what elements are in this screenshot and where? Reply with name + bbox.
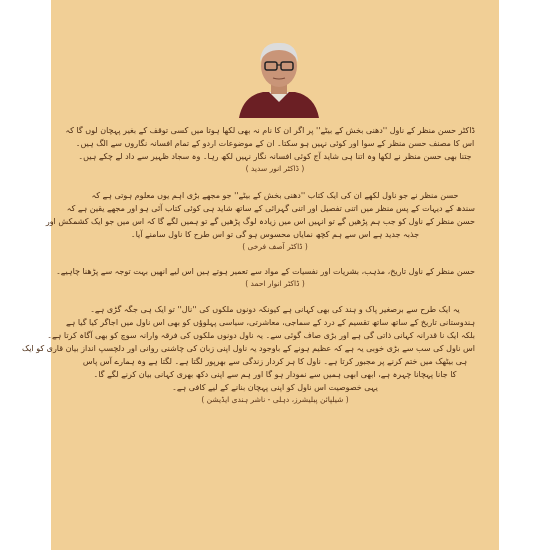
quote-line: حسن منظر کے ناول تاریخ، مذہب، بشریات اور نفسیات کے مواد سے تعمیر ہوتے ہیں اس لیے انھیں بہت توجہ سے پڑھنا چاہیے۔ (56, 267, 475, 276)
quote-line: سندھ کے دیہات کے پس منظر میں اتنی تفصیل اور اتنی گہرائی کے ساتھ شاید ہی کوئی کتاب آئی ہو اور مجھے یقین ہے کہ (66, 204, 475, 213)
quote-line: اس کا مصنف حسن منظر کے سوا اور کوئی نہیں ہو سکتا۔ ان کے موضوعات اردو کے تمام افسانہ نگاروں سے الگ ہیں۔ (75, 139, 475, 148)
quote-block-1 (65, 124, 475, 175)
quote-line: یہی خصوصیت اس ناول کو اپنی پہچان بنانے کے لیے کافی ہے۔ (172, 383, 378, 392)
review-quotes (22, 124, 475, 406)
quote-block-3 (56, 265, 475, 290)
quote-line: حسن منظر کے ناول کو جب ہم پڑھیں گے تو انہیں اس میں زیادہ لوگ پڑھیں گے تو ہمیں لگے گا کہ اس میں جو ایک کشمکش اور (45, 217, 475, 226)
quote-line: ہندوستانی تاریخ کے ساتھ ساتھ تقسیم کے درد کے سماجی، معاشرتی، سیاسی پہلوؤں کو بھی اس ناول میں اجاگر کیا گیا ہے (65, 318, 475, 327)
quote-author: ( ڈاکٹر آصف فرخی ) (242, 242, 308, 251)
author-portrait (231, 36, 327, 118)
quote-line: ڈاکٹر حسن منظر کے ناول ''دھنی بخش کے بیٹے'' پر اگر ان کا نام نہ بھی لکھا ہوتا میں کسی توقف کے بغیر پہچان لوں گا کہ (65, 126, 475, 135)
quote-line: حسن منظر نے جو ناول لکھے ان کی ایک کتاب ''دھنی بخش کے بیٹے'' جو مجھے بڑی اہم یوں معلوم ہوتی ہے کہ (91, 191, 459, 200)
quote-line: جذبہ جدید ہے اس سے ہم کچھ نمایاں محسوس ہو گی تو اس طرح کا ناول سامنے آیا۔ (130, 230, 420, 239)
quote-line: یہ ایک طرح سے برصغیر پاک و ہند کی بھی کہانی ہے کیونکہ دونوں ملکوں کی ''نال'' تو ایک ہی جگہ گڑی ہے۔ (90, 305, 460, 314)
quote-line: جتنا بھی حسن منظر نے لکھا وہ اتنا ہی شاید آج کوئی افسانہ نگار نہیں لکھ رہا۔ وہ سجاد ظہیر سے داد لے چکے ہیں۔ (78, 152, 472, 161)
book-back-cover (22, 0, 499, 550)
quote-author: ( ڈاکٹر انوار احمد ) (245, 279, 305, 288)
quote-line: بلکہ ایک نا قدرانہ کہانی ذاتی گی ہے اور بڑی صاف گوئی سے۔ یہ ناول دونوں ملکوں کی فرقہ وارانہ سوچ کو بھی آگاہ کرتا ہے۔ (47, 331, 475, 340)
quote-author: ( ڈاکٹر انور سدید ) (245, 164, 305, 173)
quote-block-2 (45, 189, 475, 253)
author-photo-image (231, 36, 327, 118)
quote-line: ہی بیٹھک میں ختم کرنے پر مجبور کرتا ہے۔ ناول کا ہر کردار زندگی سے بھرپور لگتا ہے۔ لگتا ہے وہ ہمارے آس پاس (82, 357, 468, 366)
quote-block-4 (22, 303, 475, 406)
quote-line: کا جانا پہچانا چہرہ ہے، ابھی ابھی ہمیں سے نمودار ہو گا اور ہم سے اپنی دکھ بھری کہانی بیان کرنے لگے گا۔ (93, 370, 457, 379)
quote-line: اس ناول کی سب سے بڑی خوبی یہ ہے کہ عظیم ہونے کے باوجود یہ ناول اپنی زبان کی چاشنی روانی اور دلچسپ انداز بیان قاری کو ایک (22, 344, 475, 353)
quote-author: ( شیلپائن پبلیشرز، دہلی - ناشر ہندی ایڈیشن ) (201, 395, 349, 404)
